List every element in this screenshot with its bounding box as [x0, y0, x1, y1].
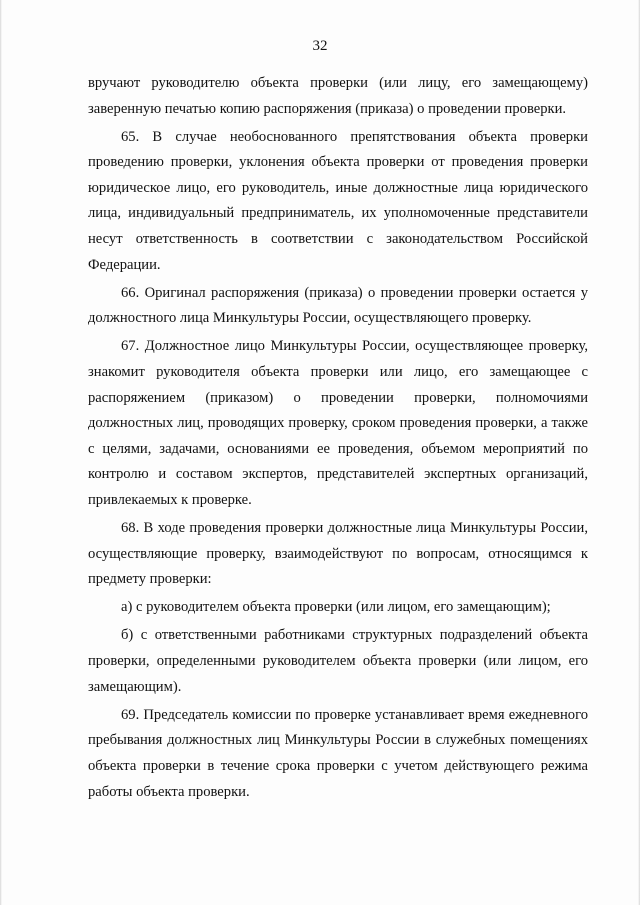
document-body: [88, 71, 588, 805]
page-number: 32: [312, 38, 328, 54]
paragraph-68: 68. В ходе проведения проверки должностные лица Минкультуры России, осуществляющие проверку, взаимодействуют по вопросам, относящимся к предмету проверки:: [88, 520, 588, 588]
paragraph-66: 66. Оригинал распоряжения (приказа) о проведении проверки остается у должностного лица Минкультуры России, осуществляющего проверку.: [88, 284, 588, 327]
paragraph-65: 65. В случае необоснованного препятствования объекта проверки проведению проверки, уклонения объекта проверки от проведения проверки юридическое лицо, его руководитель, иные должностные лица юридического лица, индивидуальный предприниматель, их уполномоченные представители несут ответственность в соответствии с законодательством Российской Федерации.: [88, 128, 588, 273]
paragraph-67: 67. Должностное лицо Минкультуры России, осуществляющее проверку, знакомит руководителя объекта проверки или лицо, его замещающее с распоряжением (приказом) о проведении проверки, полномочиями должностных лиц, проводящих проверку, сроком проведения проверки, а также с целями, задачами, основаниями ее проведения, объемом мероприятий по контролю и составом экспертов, представителей экспертных организаций, привлекаемых к проверке.: [88, 338, 588, 508]
paragraph-68-item-a: а) с руководителем объекта проверки (или лицом, его замещающим);: [121, 599, 551, 616]
paragraph-continuation: вручают руководителю объекта проверки (или лицу, его замещающему) заверенную печатью копию распоряжения (приказа) о проведении проверки.: [88, 75, 588, 117]
paragraph-68-item-b: б) с ответственными работниками структурных подразделений объекта проверки, определенными руководителем объекта проверки (или лицом, его замещающим).: [88, 627, 588, 695]
paragraph-69: 69. Председатель комиссии по проверке устанавливает время ежедневного пребывания должностных лиц Минкультуры России в служебных помещениях объекта проверки в течение срока проверки с учетом действующего режима работы объекта проверки.: [88, 706, 588, 800]
scan-edge-left: [0, 0, 2, 905]
